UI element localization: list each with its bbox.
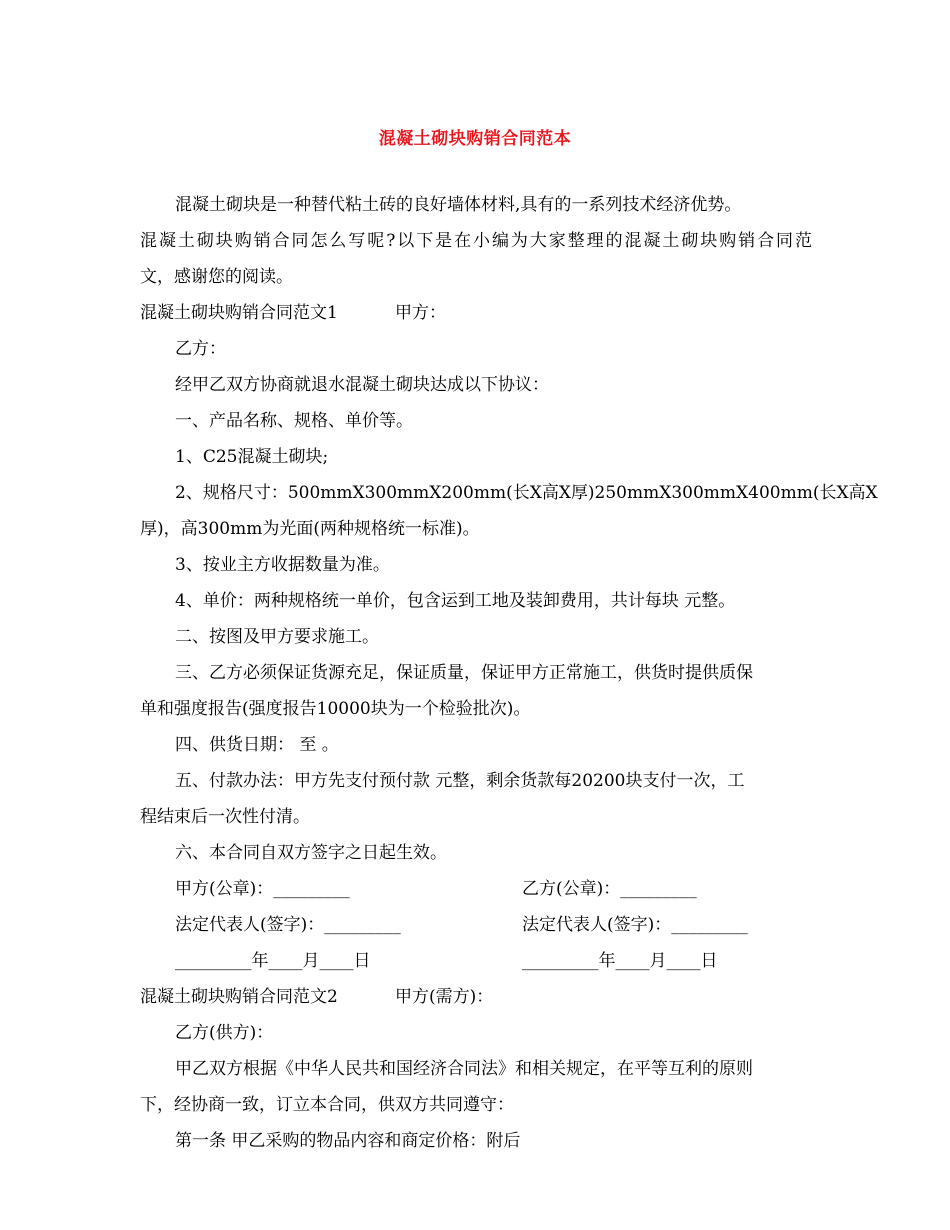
sign-party-b-representative: 法定代表人(签字)：_________ — [522, 915, 748, 935]
sample2-party-b: 乙方(供方)： — [175, 1023, 274, 1043]
sample1-clause-5-line-2: 程结束后一次性付清。 — [140, 807, 310, 827]
sample1-clause-2: 二、按图及甲方要求施工。 — [175, 627, 379, 647]
sample2-article-1: 第一条 甲乙采购的物品内容和商定价格：附后 — [175, 1131, 521, 1151]
sample1-party-a: 甲方： — [395, 303, 446, 323]
sample1-item-2-line-2: 厚)，高300mm为光面(两种规格统一标准)。 — [140, 519, 480, 539]
sample1-clause-6: 六、本合同自双方签字之日起生效。 — [175, 843, 447, 863]
intro-line-3: 文，感谢您的阅读。 — [140, 267, 293, 287]
intro-line-2: 混凝土砌块购销合同怎么写呢?以下是在小编为大家整理的混凝土砌块购销合同范 — [140, 231, 812, 251]
sample1-clause-4: 四、供货日期： 至 。 — [175, 735, 339, 755]
sign-party-a-representative: 法定代表人(签字)：_________ — [175, 915, 401, 935]
sample1-item-3: 3、按业主方收据数量为准。 — [175, 555, 390, 575]
sample2-preamble-line-2: 下，经协商一致，订立本合同，供双方共同遵守： — [140, 1095, 514, 1115]
intro-line-1: 混凝土砌块是一种替代粘土砖的良好墙体材料,具有的一系列技术经济优势。 — [175, 195, 742, 215]
sample1-agreement: 经甲乙双方协商就退水混凝土砌块达成以下协议： — [175, 375, 549, 395]
sample1-party-b: 乙方： — [175, 339, 226, 359]
sample1-item-1: 1、C25混凝土砌块; — [175, 447, 329, 467]
sample2-heading: 混凝土砌块购销合同范文2 — [140, 987, 338, 1007]
sign-party-a-seal: 甲方(公章)：_________ — [175, 879, 350, 899]
sample1-clause-1: 一、产品名称、规格、单价等。 — [175, 411, 413, 431]
sample1-clause-5-line-1: 五、付款办法：甲方先支付预付款 元整，剩余货款每20200块支付一次，工 — [175, 771, 745, 791]
sample1-item-2-line-1: 2、规格尺寸：500mmX300mmX200mm(长X高X厚)250mmX300mmX400mm(长X高X — [175, 483, 878, 503]
sign-party-b-date: _________年____月____日 — [522, 951, 718, 971]
sign-party-b-seal: 乙方(公章)：_________ — [522, 879, 697, 899]
document-title: 混凝土砌块购销合同范本 — [378, 129, 572, 149]
sample1-item-4: 4、单价：两种规格统一单价，包含运到工地及装卸费用，共计每块 元整。 — [175, 591, 736, 611]
sign-party-a-date: _________年____月____日 — [175, 951, 371, 971]
sample1-clause-3-line-1: 三、乙方必须保证货源充足，保证质量，保证甲方正常施工，供货时提供质保 — [175, 663, 753, 683]
sample2-preamble-line-1: 甲乙双方根据《中华人民共和国经济合同法》和相关规定，在平等互利的原则 — [175, 1059, 753, 1079]
sample2-party-a: 甲方(需方)： — [395, 987, 494, 1007]
sample1-heading: 混凝土砌块购销合同范文1 — [140, 303, 338, 323]
sample1-clause-3-line-2: 单和强度报告(强度报告10000块为一个检验批次)。 — [140, 699, 531, 719]
